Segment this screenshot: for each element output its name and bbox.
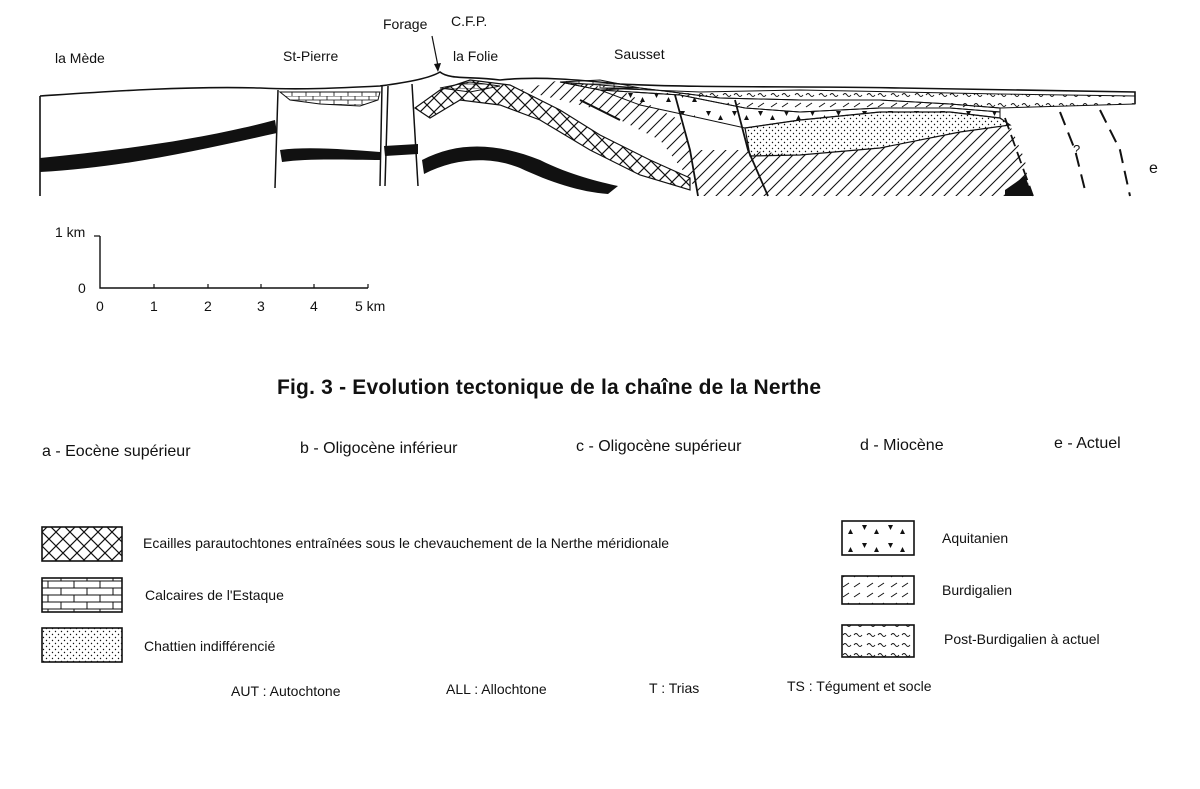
scale-tick-label: 2	[204, 298, 212, 314]
swatch-tildes	[842, 625, 914, 657]
place-cfp: C.F.P.	[451, 13, 488, 29]
swatch-dashes	[842, 576, 914, 604]
place-forage: Forage	[383, 16, 428, 32]
legend-label-crosshatch: Ecailles parautochtones entraînées sous le chevauchement de la Nerthe méridionale	[143, 535, 670, 551]
legend-label-triangles: Aquitanien	[942, 530, 1009, 546]
abbreviation-all: ALL : Allochtone	[446, 681, 547, 697]
scale-vertical-label: 1 km	[55, 224, 86, 240]
legend-label-tildes: Post-Burdigalien à actuel	[944, 631, 1100, 647]
scale-zero: 0	[78, 280, 86, 296]
place-la-mede: la Mède	[55, 50, 105, 66]
legend-label-dashes: Burdigalien	[942, 582, 1013, 598]
place-la-folie: la Folie	[453, 48, 499, 64]
scale-tick-label: 4	[310, 298, 318, 314]
panel-letter: e	[1149, 160, 1158, 177]
scale-tick-label: 5 km	[355, 298, 386, 314]
abbreviation-ts: TS : Tégument et socle	[787, 678, 932, 694]
legend-label-brick: Calcaires de l'Estaque	[145, 587, 284, 603]
abbreviation-t: T : Trias	[649, 680, 700, 696]
scale-tick-label: 0	[96, 298, 104, 314]
stage-label-d: d - Miocène	[860, 437, 944, 454]
question-mark: ?	[1073, 142, 1081, 157]
swatch-brick	[42, 578, 122, 612]
place-st-pierre: St-Pierre	[283, 48, 339, 64]
scale-tick-label: 1	[150, 298, 158, 314]
stage-label-a: a - Eocène supérieur	[42, 443, 191, 460]
swatch-crosshatch	[42, 527, 122, 561]
abbreviation-aut: AUT : Autochtone	[231, 683, 341, 699]
swatch-triangles	[842, 521, 914, 555]
stage-label-b: b - Oligocène inférieur	[300, 440, 458, 457]
place-sausset: Sausset	[614, 46, 665, 62]
legend-label-dots: Chattien indifférencié	[144, 638, 276, 654]
stage-label-c: c - Oligocène supérieur	[576, 438, 742, 455]
scale-tick-label: 3	[257, 298, 265, 314]
stage-label-e: e - Actuel	[1054, 435, 1121, 452]
figure-title: Fig. 3 - Evolution tectonique de la chaîne de la Nerthe	[277, 376, 822, 399]
swatch-dots	[42, 628, 122, 662]
